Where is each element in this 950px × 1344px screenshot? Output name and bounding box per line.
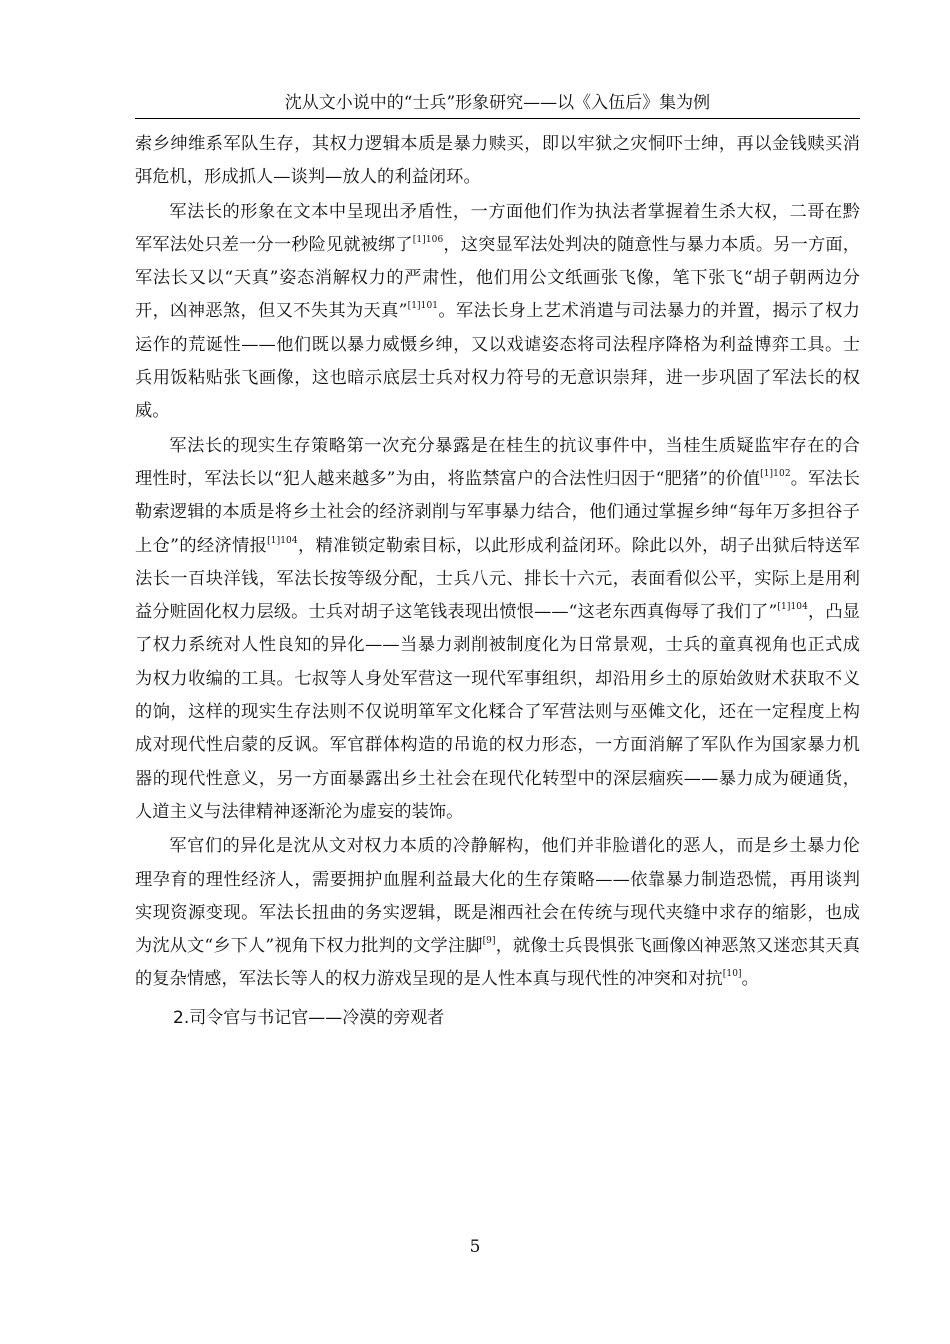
citation-marker: [1]101	[407, 301, 439, 312]
paragraph-text: 。军法长勒索逻辑的本质是将乡土社会的经济剥削与军事暴力结合，他们通过掌握乡绅“每年万多担谷子上仓”的经济情报	[135, 468, 860, 556]
paragraph-text: ，精准锁定勒索目标，以此形成利益闭环。除此以外，胡子出狱后特送军法长一百块洋钱，军法长按等级分配，士兵八元、排长十六元，表面看似公平，实际上是用利益分赃固化权力层级。士兵对胡子这笔钱表现出愤恨——“这老东西真侮辱了我们了”	[135, 535, 860, 623]
citation-marker: [10]	[722, 969, 742, 980]
paragraph-text: ，就像士兵畏惧张飞画像凶神恶煞又迷恋其天真的复杂情感，军法长等人的权力游戏呈现的是人性本真与现代性的冲突和对抗	[135, 936, 860, 990]
section-heading: 2.司令官与书记官——冷漠的旁观者	[173, 1007, 445, 1028]
paragraph-text: ，凸显了权力系统对人性良知的异化——当暴力剥削被制度化为日常景观，士兵的童真视角也正式成为权力收编的工具。七叔等人身处军营这一现代军事组织，却沿用乡土的原始敛财术获取不义的饷，这样的现实生存法则不仅说明箪军文化糅合了军营法则与巫傩文化，还在一定程度上构成对现代性启蒙的反讽。军官群体构造的吊诡的权力形态，一方面消解了军队作为国家暴力机器的现代性意义，另一方面暴露出乡土社会在现代化转型中的深层痼疾——暴力成为硬通货，人道主义与法律精神逐渐沦为虚妄的装饰。	[135, 602, 860, 822]
page-number: 5	[469, 1237, 481, 1257]
paragraph-1	[135, 128, 860, 195]
paragraph-text: 军官们的异化是沈从文对权力本质的冷静解构，他们并非脸谱化的恶人，而是乡土暴力伦理孕育的理性经济人，需要拥护血腥利益最大化的生存策略——依靠暴力制造恐慌，再用谈判实现资源变现。军法长扭曲的务实逻辑，既是湘西社会在传统与现代夹缝中求存的缩影，也成为沈从文“乡下人”视角下权力批判的文学注脚	[135, 836, 860, 957]
running-header: 沈从文小说中的“士兵”形象研究——以《入伍后》集为例	[284, 93, 711, 113]
paragraph-2	[135, 196, 860, 429]
citation-marker: [9]	[482, 936, 496, 947]
citation-marker: [1]104	[777, 602, 808, 613]
citation-marker: [1]102	[760, 468, 791, 479]
paragraph-text: 军法长的现实生存策略第一次充分暴露是在桂生的抗议事件中，当桂生质疑监牢存在的合理性时，军法长以“犯人越来越多”为由，将监禁富户的合法性归因于“肥猪”的价值	[135, 435, 860, 489]
paragraph-text: 。军法长身上艺术消遣与司法暴力的并置，揭示了权力运作的荒诞性——他们既以暴力威慑乡绅，又以戏谑姿态将司法程序降格为利益博弈工具。士兵用饭粘贴张飞画像，这也暗示底层士兵对权力符号的无意识崇拜，进一步巩固了军法长的权威。	[135, 301, 861, 422]
paragraph-text: 。	[741, 969, 759, 990]
header-rule	[135, 118, 860, 119]
paragraph-text: 索乡绅维系军队生存，其权力逻辑本质是暴力赎买，即以牢狱之灾恫吓士绅，再以金钱赎买消弭危机，形成抓人—谈判—放人的利益闭环。	[135, 134, 860, 188]
paragraph-4	[135, 830, 860, 996]
paragraph-text: 军法长的形象在文本中呈现出矛盾性，一方面他们作为执法者掌握着生杀大权，二哥在黔军军法处只差一分一秒险见就被绑了	[135, 201, 860, 255]
page-body	[135, 128, 860, 1033]
paragraph-text: ，这突显军法处判决的随意性与暴力本质。另一方面，军法长又以“天真”姿态消解权力的严肃性，他们用公文纸画张飞像，笔下张飞“胡子朝两边分开，凶神恶煞，但又不失其为天真”	[135, 234, 861, 322]
paragraph-3	[135, 430, 860, 830]
citation-marker: [1]104	[267, 535, 298, 546]
citation-marker: [1]106	[412, 234, 444, 245]
